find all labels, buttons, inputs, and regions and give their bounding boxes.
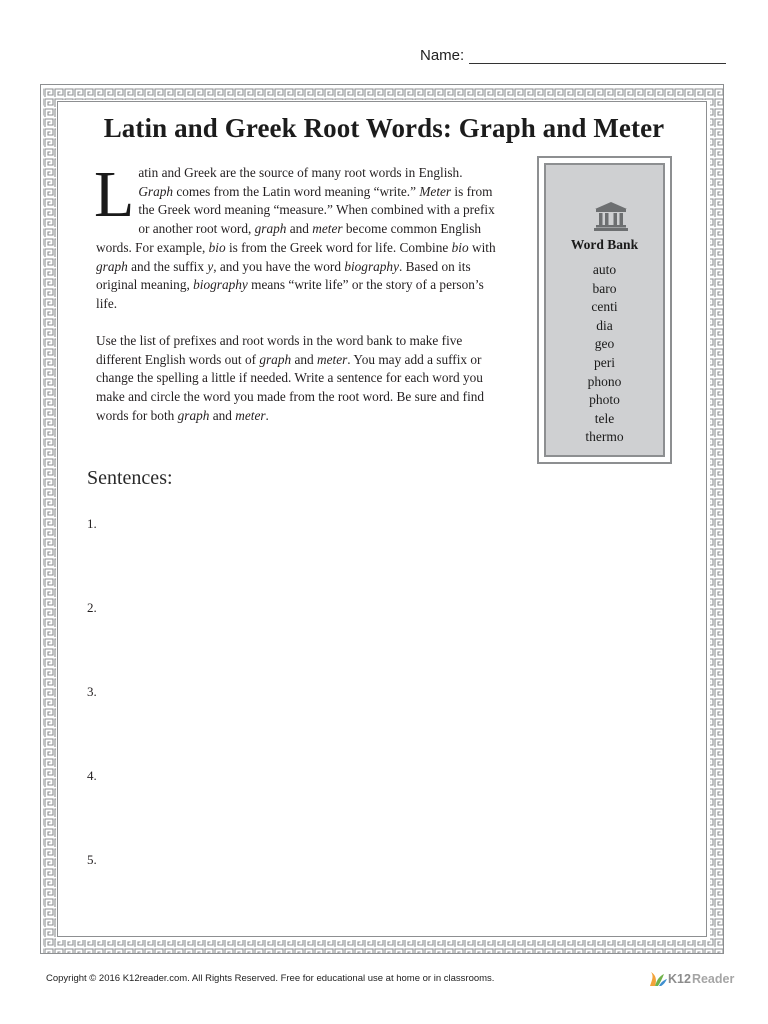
leaf-icon [648, 971, 668, 987]
logo-reader-text: Reader [691, 972, 735, 986]
italic-term: biography [344, 258, 399, 274]
word-bank-item: tele [594, 410, 615, 426]
sentence-number: 2. [87, 600, 97, 615]
text-run: . You may add a suffix or change the spelling a little if needed. Write a sentence for each word you make and circle the word you made from the root word. Be sure and find words for both [96, 351, 485, 423]
logo-k12-text: K12 [668, 972, 691, 986]
italic-term: meter [312, 221, 343, 237]
text-run: become common English words. For example, [96, 221, 482, 255]
italic-term: biography [193, 277, 248, 293]
text-run: , and you have the word [213, 258, 345, 274]
word-bank-title: Word Bank [570, 237, 639, 252]
italic-term: y [207, 258, 214, 274]
sentence-number: 3. [87, 684, 97, 699]
text-run: Use the list of prefixes and root words in the word bank to make five different English words out of [96, 333, 463, 367]
name-line[interactable] [469, 48, 726, 64]
text-run: with [468, 239, 496, 255]
text-run: is from the Greek word meaning “measure.” When combined with a prefix or another root word, [138, 183, 495, 237]
text-run: atin and Greek are the source of many root words in English. [138, 165, 463, 180]
italic-term: bio [451, 239, 469, 255]
greek-temple-icon [594, 201, 628, 231]
page-title: Latin and Greek Root Words: Graph and Meter [103, 113, 665, 143]
drop-cap: L [94, 158, 135, 231]
word-bank-item: geo [594, 336, 615, 352]
word-bank-item: thermo [585, 429, 624, 445]
italic-term: graph [259, 351, 292, 367]
italic-term: graph [96, 258, 128, 274]
copyright-notice: Copyright © 2016 K12reader.com. All Rights Reserved. Free for educational use at home or in classrooms. [46, 973, 495, 984]
word-bank-item: centi [591, 299, 618, 315]
text-run: is from the Greek word for life. Combine [225, 239, 452, 255]
word-bank-list [546, 261, 663, 447]
word-bank-item: dia [596, 317, 613, 333]
sentence-number: 4. [87, 768, 97, 783]
intro-paragraph [94, 158, 498, 314]
text-run: and [291, 351, 317, 367]
italic-term: Graph [138, 183, 174, 199]
word-bank-item: phono [587, 373, 622, 389]
text-run: and [286, 221, 313, 237]
text-run: . [265, 407, 269, 423]
instructions-paragraph [96, 332, 498, 426]
text-run: and [209, 407, 236, 423]
word-bank [537, 156, 672, 464]
intro-text [94, 158, 496, 311]
italic-term: graph [254, 221, 287, 237]
sentence-number: 5. [87, 852, 97, 867]
word-bank-item: photo [589, 392, 620, 408]
italic-term: bio [208, 239, 226, 255]
text-run: comes from the Latin word meaning “write.” [173, 183, 420, 199]
instructions-text [96, 333, 484, 423]
italic-term: meter [235, 407, 266, 423]
word-bank-item: peri [594, 354, 615, 370]
word-bank-item: baro [592, 280, 617, 296]
sentences-heading: Sentences: [87, 467, 173, 489]
text-run: means “write life” or the story of a person’s life. [96, 277, 484, 311]
name-field[interactable] [420, 42, 726, 64]
k12reader-logo[interactable] [648, 969, 734, 989]
text-run: and the suffix [127, 258, 208, 274]
word-bank-item: auto [592, 262, 617, 277]
word-bank-panel [544, 163, 665, 457]
sentence-number: 1. [87, 516, 97, 531]
italic-term: graph [177, 407, 210, 423]
text-run: . Based on its original meaning, [96, 258, 471, 293]
italic-term: meter [317, 351, 348, 367]
name-label: Name: [420, 47, 465, 64]
italic-term: Meter [419, 183, 452, 199]
